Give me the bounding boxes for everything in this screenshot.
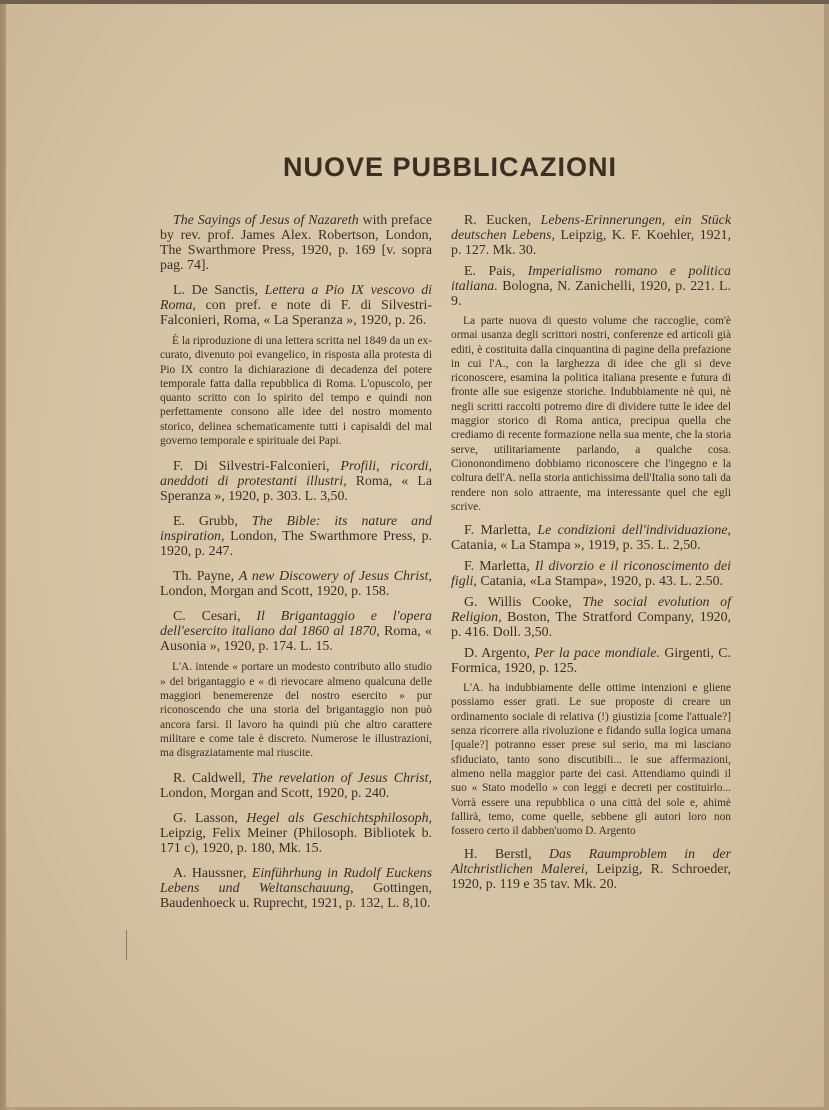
review-note: La parte nuova di questo volume che raccoglie, com'è ormai usanza degli scrittori nostri, conferenze ed articoli già editi, è costituita dalla cinquantina di pagine della prefazione in cui l'A., con la larghezza di idee che gli si deve riconoscere, esamina la politica italiana presente e futura di fronte alle sue esigenze storiche. Indubbiamente nè qui, nè negli scritti raccolti potremo dire di dividere tutte le idee del maggior storico di Roma antica, precipua quella che crediamo di recente formazione nella sua mente, che la storia serve, utilitariamente parlando, a qualche cosa. Ciononondimeno dobbiamo riconoscere che l'ingegno e la coltura dell'A. nella storia antichissima dell'Italia sono tali da rendere non solo attraente, ma interessante quel che egli scrive.	[451, 315, 731, 513]
bibliography-entry	[451, 646, 731, 676]
entry-author: C. Cesari,	[173, 609, 257, 625]
entry-details: Catania, «La Stampa», 1920, p. 43. L. 2.50.	[476, 574, 723, 590]
page-title: NUOVE PUBBLICAZIONI	[283, 152, 618, 182]
entry-details: con pref. e note di F. di Silvestri-Falconieri, Roma, « La Speranza », 1920, p. 26.	[160, 298, 432, 328]
bibliography-entry	[451, 264, 731, 309]
entry-title: The Bible: its nature and inspiration,	[160, 514, 432, 545]
entry-author: H. Berstl,	[464, 847, 549, 863]
entry-details: London, The Swarthmore Press, p. 1920, p. 247.	[160, 529, 432, 560]
entry-details: Leipzig, Felix Meiner (Philosoph. Bibliotek b. 171 c), 1920, p. 180, Mk. 15.	[160, 826, 432, 857]
entry-title: Lettera a Pio IX vescovo di Roma,	[160, 283, 432, 313]
entry-author: D. Argento,	[464, 646, 535, 662]
entry-author: F. Marletta,	[464, 559, 535, 575]
review-note: È la riproduzione di una lettera scritta nel 1849 da un ex-curato, divenuto poi evangelico, in risposta alla protesta di Pio IX contro la dichiarazione di decadenza del potere temporale fatta dalla repubblica di Roma. L'opuscolo, per quanto scritto con lo spirito del tempo e quindi non perfettamente consono alle idee del nostro momento storico, delinea schematicamente tutti i capisaldi del mal governo temporale e spirituale dei Papi.	[160, 335, 432, 448]
entry-author: G. Willis Cooke,	[464, 595, 583, 611]
entry-author: R. Eucken,	[464, 213, 541, 228]
page-top-edge	[0, 0, 829, 4]
entry-details: Roma, « Ausonia », 1920, p. 174. L. 15.	[160, 624, 432, 655]
entry-details: London, Morgan and Scott, 1920, p. 158.	[160, 584, 390, 600]
entry-title: A new Discowery of Jesus Christ,	[238, 569, 432, 585]
entry-details: Gottingen, Baudenhoeck u. Ruprecht, 1921, p. 132, L. 8,10.	[160, 881, 432, 912]
entry-author: Th. Payne,	[173, 569, 239, 585]
entry-author: F. Marletta,	[464, 523, 538, 539]
entry-author: G. Lasson,	[173, 811, 247, 827]
right-column	[451, 213, 731, 898]
entry-title: The Sayings of Jesus of Nazareth	[173, 213, 359, 228]
entry-author: A. Haussner,	[173, 866, 252, 882]
bibliography-entry	[160, 811, 432, 856]
entry-title: Imperialismo romano e politica italiana.	[451, 264, 731, 294]
entry-title: Profili, ricordi, aneddoti di protestanti illustri,	[160, 459, 432, 490]
entry-title: Le condizioni dell'individuazione,	[537, 523, 731, 539]
entry-details: Bologna, N. Zanichelli, 1920, p. 221. L. 9.	[451, 279, 731, 309]
entry-title: Einführhung in Rudolf Euckens Lebens und Weltanschauung,	[160, 866, 432, 897]
entry-author: E. Grubb,	[173, 514, 252, 530]
entry-title: Hegel als Geschichtsphilosoph,	[246, 811, 432, 827]
entry-title: Per la pace mondiale.	[534, 646, 660, 662]
entry-details: Leipzig, R. Schroeder, 1920, p. 119 e 35 tav. Mk. 20.	[451, 862, 732, 893]
entry-title: The revelation of Jesus Christ,	[251, 771, 432, 787]
entry-details: Leipzig, K. F. Koehler, 1921, p. 127. Mk. 30.	[451, 228, 731, 258]
entry-details: Roma, « La Speranza », 1920, p. 303. L. 3,50.	[160, 474, 432, 505]
bibliography-entry	[160, 569, 432, 599]
entry-details: Girgenti, C. Formica, 1920, p. 125.	[451, 646, 732, 677]
bibliography-entry	[160, 609, 432, 654]
review-note: L'A. intende « portare un modesto contributo allo studio » del brigantaggio e « di rievocare almeno qualcuna delle maggiori benemerenze del nostro esercito » pur riconoscendo che una storia del brigantaggio non può ancora farsi. Il lavoro ha quindi più che altro carattere militare e come tale è discreto. Numerose le illustrazioni, ma disgraziatamente mal riuscite.	[160, 661, 432, 760]
paper-mark	[126, 930, 127, 960]
entry-author: E. Pais,	[464, 264, 528, 279]
bibliography-entry	[160, 283, 432, 328]
entry-author: R. Caldwell,	[173, 771, 252, 787]
entry-details: with preface by rev. prof. James Alex. Robertson, London, The Swarthmore Press, 1920, p. 169 [v. sopra pag. 74].	[160, 213, 433, 273]
bibliography-entry	[160, 459, 432, 504]
entry-details: Catania, « La Stampa », 1919, p. 35. L. 2,50.	[451, 538, 701, 554]
bibliography-entry	[451, 523, 731, 553]
bibliography-entry	[160, 514, 432, 559]
bibliography-entry	[160, 213, 432, 273]
entry-title: Das Raumproblem in der Altchristlichen Malerei,	[451, 847, 731, 878]
left-column	[160, 213, 432, 921]
entry-details: Boston, The Stratford Company, 1920, p. 416. Doll. 3,50.	[451, 610, 731, 641]
entry-title: The social evolution of Religion,	[451, 595, 731, 626]
bibliography-entry	[160, 771, 432, 801]
entry-author: L. De Sanctis,	[173, 283, 265, 298]
bibliography-entry	[451, 595, 731, 640]
entry-title: Lebens-Erinnerungen, ein Stück deutschen Lebens,	[451, 213, 732, 243]
entry-author: F. Di Silvestri-Falconieri,	[173, 459, 341, 475]
bibliography-entry	[160, 866, 432, 911]
bibliography-entry	[451, 847, 731, 892]
bibliography-entry	[451, 559, 731, 589]
review-note: L'A. ha indubbiamente delle ottime intenzioni e gliene possiamo esser grati. Le sue proposte di creare un ordinamento sociale di relativa (!) giustizia [come l'attuale?] senza ricorrere alla rivoluzione e fidando sulla logica umana [quale?] potranno esser prese sul serio, ma mi lasciano sfiduciato, tanto sono discutibili... le sue affermazioni, almeno nella maggior parte dei casi. Attendiamo quindi il suo « Stato modello » con leggi e decreti per costituirlo... Vorrà essere una repubblica o una città del sole e, ahimè fallirà, temo, come quelle, sebbene gli autori loro non fossero certo il dabben'uomo D. Argento	[451, 682, 731, 838]
bibliography-entry	[451, 213, 731, 258]
entry-details: London, Morgan and Scott, 1920, p. 240.	[160, 786, 390, 802]
entry-title: Il Brigantaggio e l'opera dell'esercito italiano dal 1860 al 1870,	[160, 609, 432, 640]
entry-title: Il divorzio e il riconoscimento dei figli,	[451, 559, 731, 590]
